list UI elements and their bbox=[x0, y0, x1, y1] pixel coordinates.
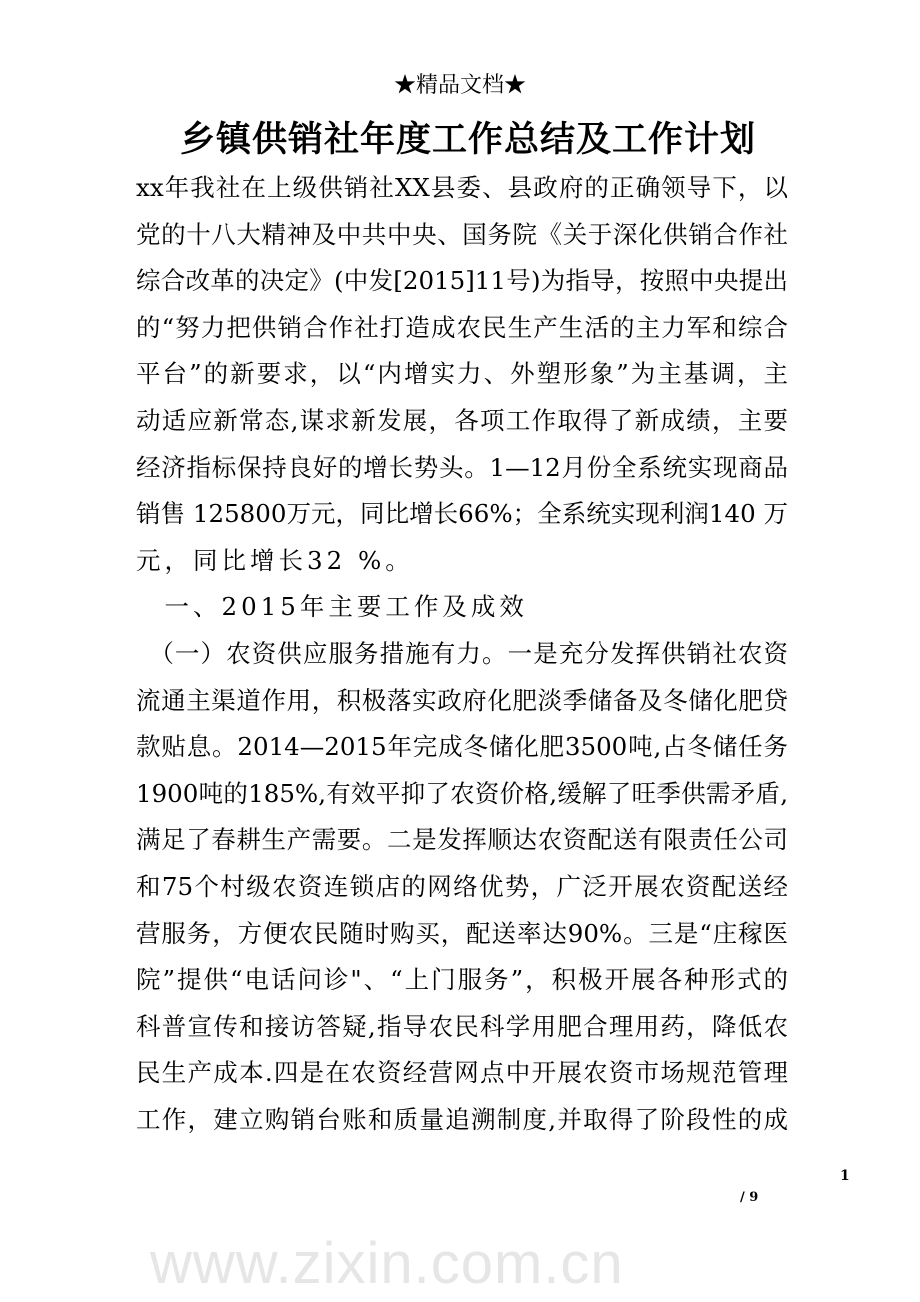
text-line: 动适应新常态,谋求新发展，各项工作取得了新成绩，主要 bbox=[136, 405, 788, 435]
text-line: 满足了春耕生产需要。二是发挥顺达农资配送有限责任公司 bbox=[136, 825, 788, 855]
section-heading: 一、2015年主要工作及成效 bbox=[136, 592, 528, 622]
text-line: 元，同比增长32 %。 bbox=[136, 545, 414, 575]
text-line: 和75个村级农资连锁店的网络优势，广泛开展农资配送经 bbox=[136, 871, 788, 901]
text-line: 1900吨的185%,有效平抑了农资价格,缓解了旺季供需矛盾, bbox=[136, 778, 788, 808]
text-line: （一）农资供应服务措施有力。一是充分发挥供销社农资 bbox=[136, 638, 788, 668]
text-line: 销售 125800万元，同比增长66%；全系统实现利润140 万 bbox=[136, 499, 788, 529]
text-line: 民生产成本.四是在农资经营网点中开展农资市场规范管理 bbox=[136, 1058, 788, 1088]
text-line: 经济指标保持良好的增长势头。1—12月份全系统实现商品 bbox=[136, 452, 788, 482]
text-line: 党的十八大精神及中共中央、国务院《关于深化供销合作社 bbox=[136, 219, 788, 249]
watermark: www.zixin.com.cn bbox=[150, 1231, 624, 1296]
text-line: 款贴息。2014—2015年完成冬储化肥3500吨,占冬储任务 bbox=[136, 732, 788, 762]
page-total: / 9 bbox=[740, 1190, 759, 1205]
text-line: 流通主渠道作用，积极落实政府化肥淡季储备及冬储化肥贷 bbox=[136, 685, 788, 715]
text-line: 的“努力把供销合作社打造成农民生产生活的主力军和综合 bbox=[136, 312, 788, 342]
text-line: 工作，建立购销台账和质量追溯制度,并取得了阶段性的成 bbox=[136, 1104, 788, 1134]
page-number: 1 bbox=[840, 1168, 850, 1184]
text-line: 营服务，方便农民随时购买，配送率达90%。三是“庄稼医 bbox=[136, 918, 788, 948]
text-line: 院”提供“电话问诊"、“上门服务”，积极开展各种形式的 bbox=[136, 965, 788, 995]
text-line: 综合改革的决定》(中发[2015]11号)为指导，按照中央提出 bbox=[136, 266, 788, 296]
text-line: xx年我社在上级供销社XX县委、县政府的正确领导下，以 bbox=[136, 173, 788, 202]
document-body bbox=[136, 165, 788, 1143]
page-header: ★精品文档★ bbox=[393, 73, 526, 98]
document-title: 乡镇供销社年度工作总结及工作计划 bbox=[179, 119, 756, 160]
text-line: 平台”的新要求，以“内增实力、外塑形象”为主基调，主 bbox=[136, 359, 788, 389]
text-line: 科普宣传和接访答疑,指导农民科学用肥合理用药，降低农 bbox=[136, 1011, 788, 1041]
